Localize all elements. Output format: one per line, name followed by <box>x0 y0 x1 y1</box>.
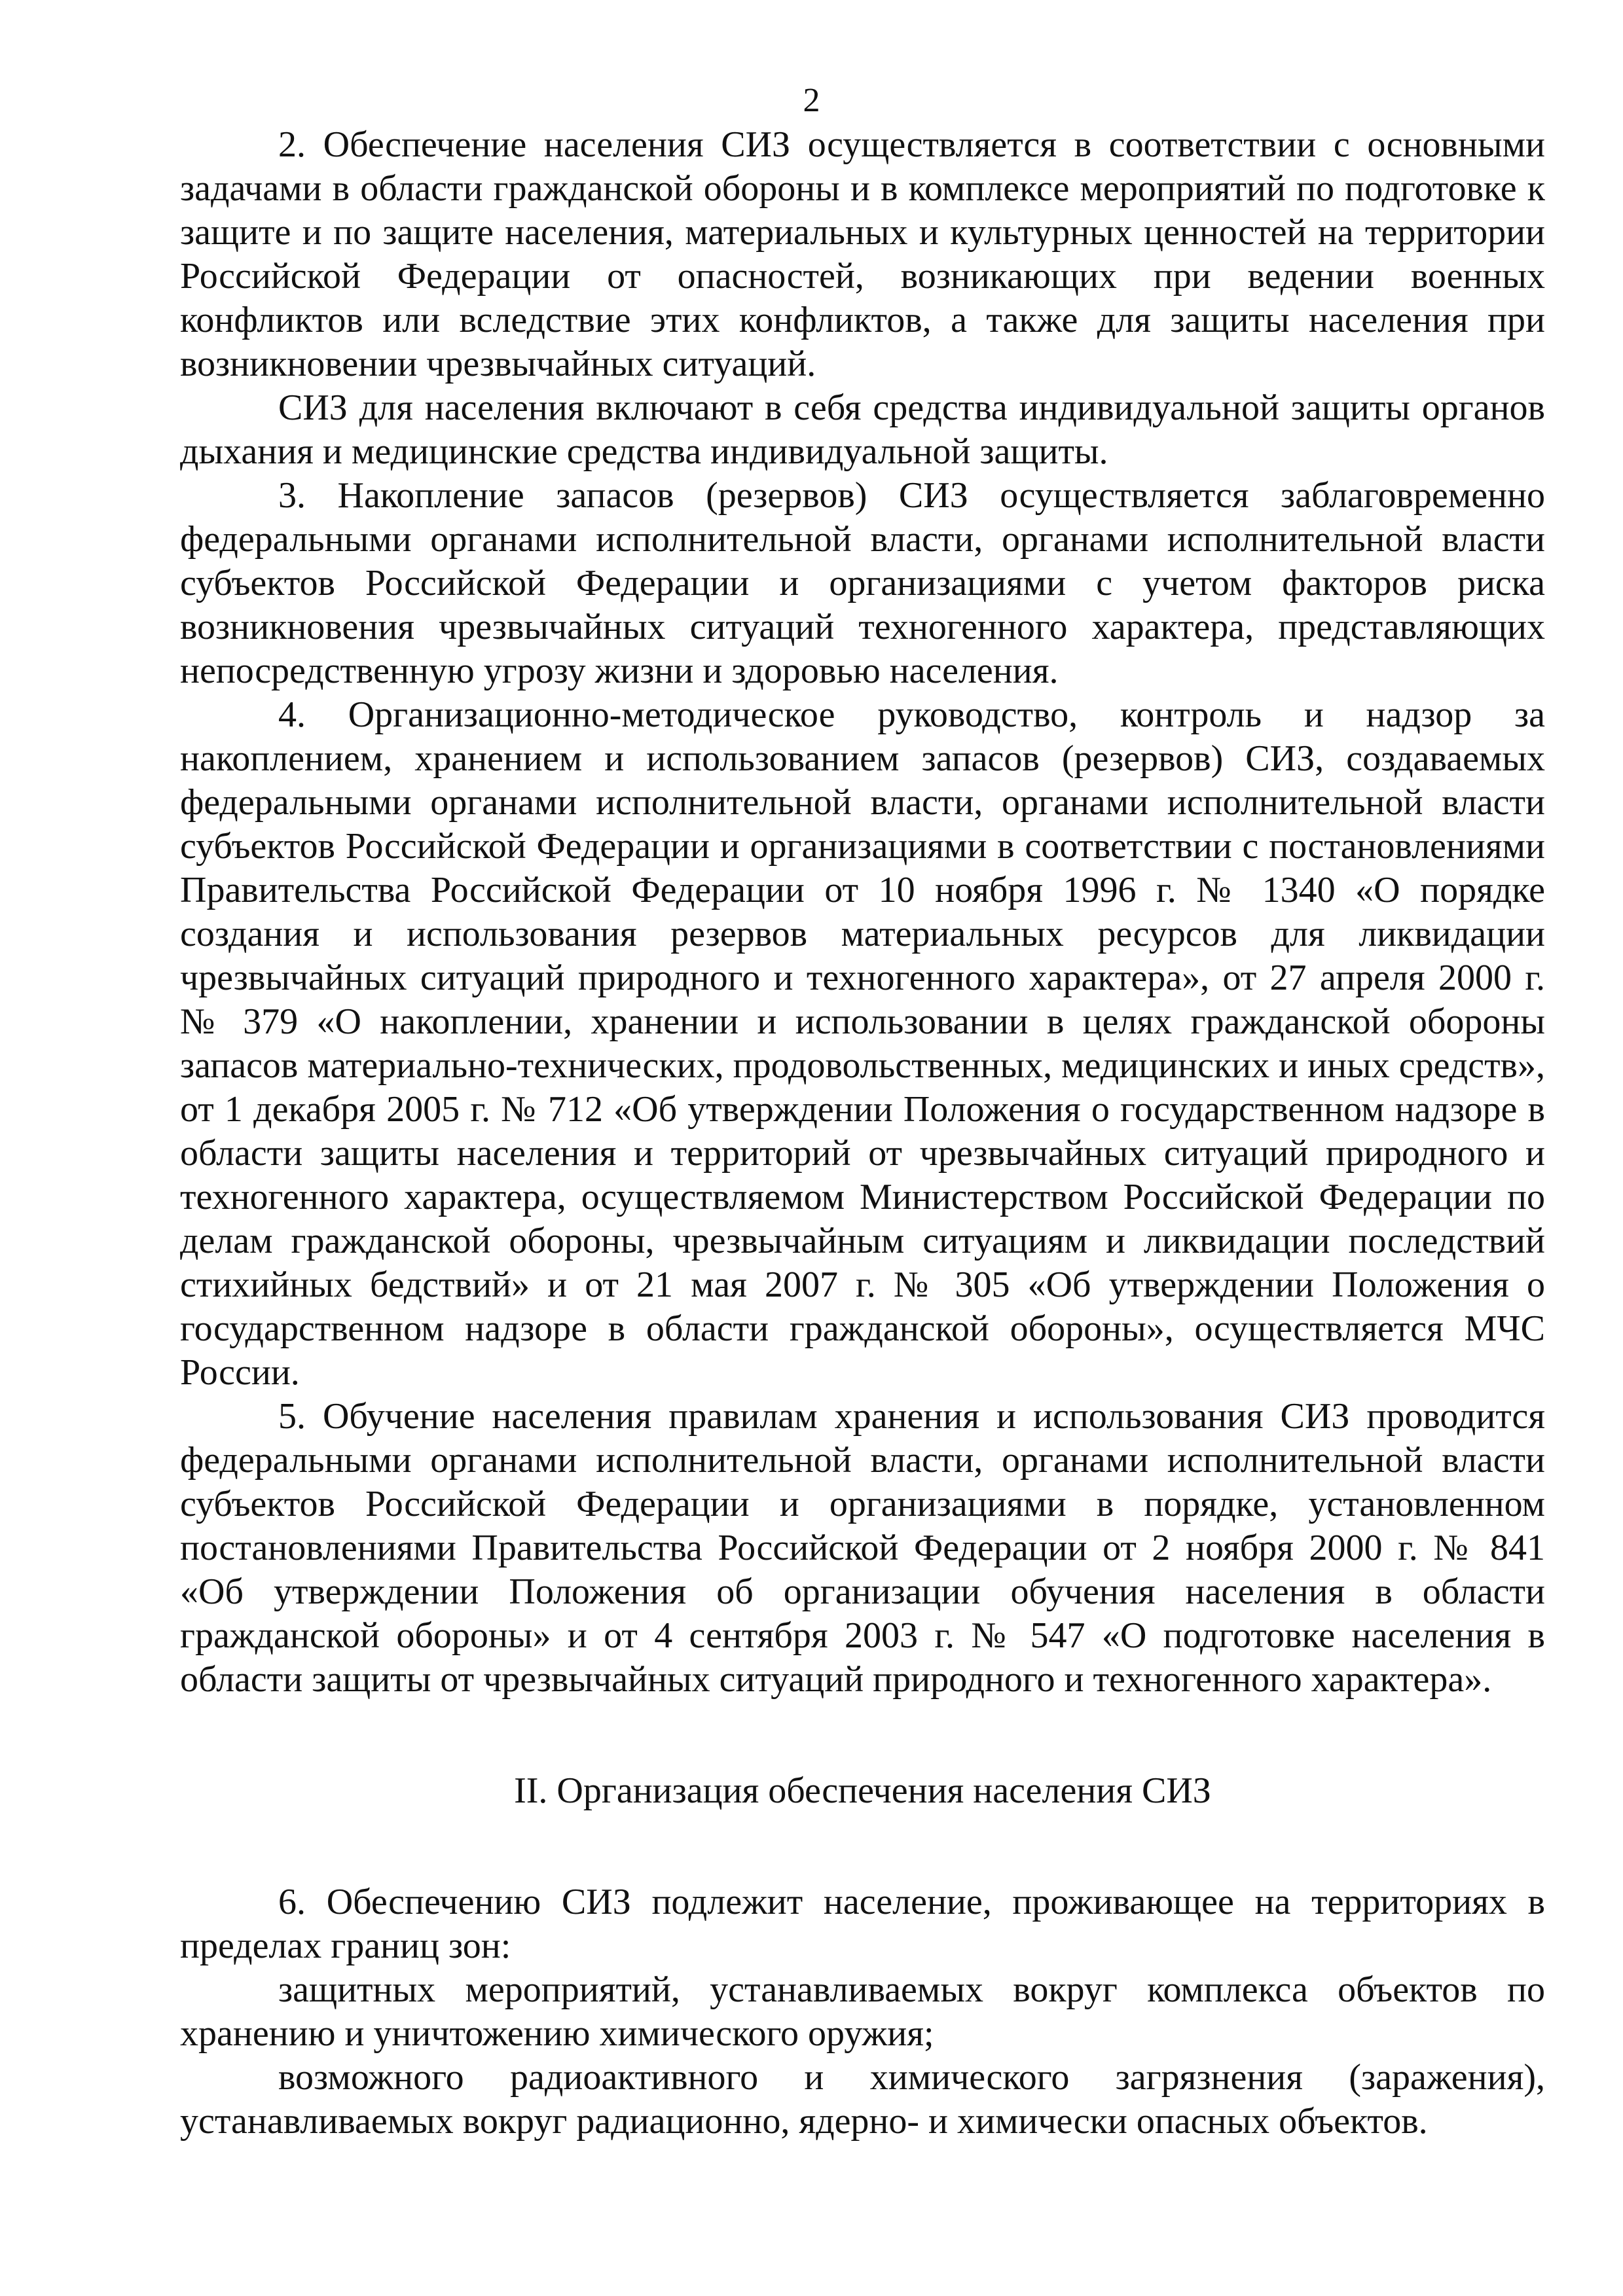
paragraph-4: 4. Организационно-методическое руководство, контроль и надзор за накоплением, хранением и использованием запасов (резервов) СИЗ, создаваемых федеральными органами исполнительной власти, органами исполнительной власти субъектов Российской Федерации и организациями в соответствии с постановлениями Правительства Российской Федерации от 10 ноября 1996 г. № 1340 «О порядке создания и использования резервов материальных ресурсов для ликвидации чрезвычайных ситуаций природного и техногенного характера», от 27 апреля 2000 г. № 379 «О накоплении, хранении и использовании в целях гражданской обороны запасов материально-технических, продовольственных, медицинских и иных средств», от 1 декабря 2005 г. № 712 «Об утверждении Положения о государственном надзоре в области защиты населения и территорий от чрезвычайных ситуаций природного и техногенного характера, осуществляемом Министерством Российской Федерации по делам гражданской обороны, чрезвычайным ситуациям и ликвидации последствий стихийных бедствий» и от 21 мая 2007 г. № 305 «Об утверждении Положения о государственном надзоре в области гражданской обороны», осуществляется МЧС России. <box>180 694 1545 1393</box>
paragraph-6: 6. Обеспечению СИЗ подлежит население, проживающее на территориях в пределах границ зон: <box>180 1882 1545 1966</box>
paragraph-siz-composition: СИЗ для населения включают в себя средства индивидуальной защиты органов дыхания и медицинские средства индивидуальной защиты. <box>180 387 1545 472</box>
paragraph-3: 3. Накопление запасов (резервов) СИЗ осуществляется заблаговременно федеральными органами исполнительной власти, органами исполнительной власти субъектов Российской Федерации и организациями с учетом факторов риска возникновения чрезвычайных ситуаций техногенного характера, представляющих непосредственную угрозу жизни и здоровью населения. <box>180 475 1545 691</box>
section-heading: II. Организация обеспечения населения СИЗ <box>514 1770 1211 1811</box>
paragraph-6-zone-protective-measures: защитных мероприятий, устанавливаемых вокруг комплекса объектов по хранению и уничтожению химического оружия; <box>180 1969 1545 2054</box>
document-body <box>180 123 1545 2144</box>
paragraph-5: 5. Обучение населения правилам хранения и использования СИЗ проводится федеральными органами исполнительной власти, органами исполнительной власти субъектов Российской Федерации и организациями в порядке, установленном постановлениями Правительства Российской Федерации от 2 ноября 2000 г. № 841 «Об утверждении Положения об организации обучения населения в области гражданской обороны» и от 4 сентября 2003 г. № 547 «О подготовке населения в области защиты от чрезвычайных ситуаций природного и техногенного характера». <box>180 1396 1545 1700</box>
paragraph-2: 2. Обеспечение населения СИЗ осуществляется в соответствии с основными задачами в области гражданской обороны и в комплексе мероприятий по подготовке к защите и по защите населения, материальных и культурных ценностей на территории Российской Федерации от опасностей, возникающих при ведении военных конфликтов или вследствие этих конфликтов, а также для защиты населения при возникновении чрезвычайных ситуаций. <box>180 124 1545 384</box>
paragraph-6-zone-contamination: возможного радиоактивного и химического загрязнения (заражения), устанавливаемых вокруг радиационно, ядерно- и химически опасных объектов. <box>180 2057 1545 2142</box>
page-number: 2 <box>803 82 820 119</box>
